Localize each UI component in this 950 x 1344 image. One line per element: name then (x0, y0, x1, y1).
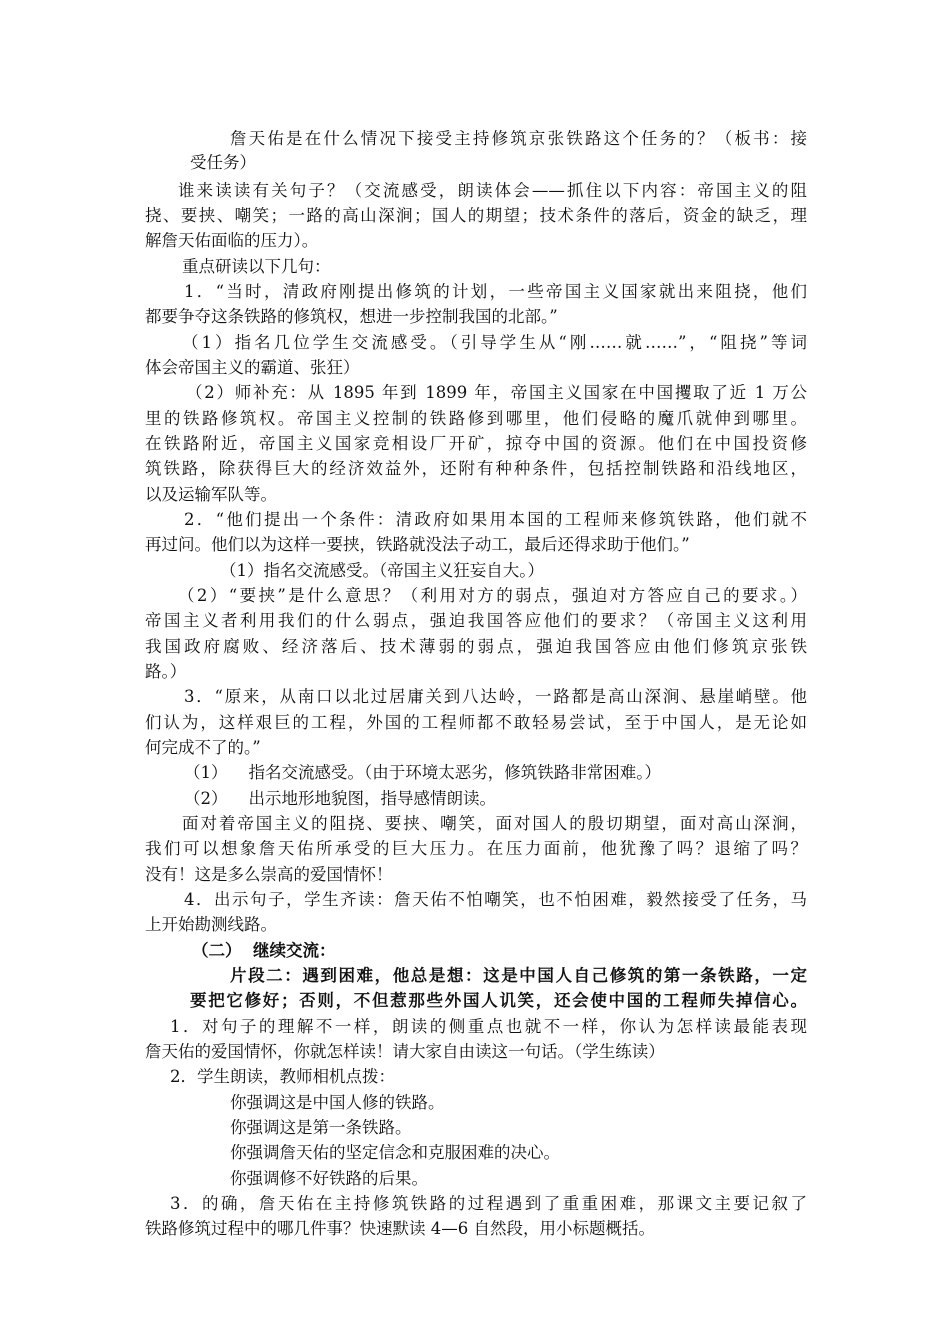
paragraph-line: 詹天佑的爱国情怀，你就怎样读！请大家自由读这一句话。（学生练读） (145, 1042, 665, 1061)
paragraph-line: 詹天佑是在什么情况下接受主持修筑京张铁路这个任务的？（板书：接 (230, 129, 807, 148)
paragraph-line: 筑铁路，除获得巨大的经济效益外，还附有种种条件，包括控制铁路和沿线地区， (145, 459, 807, 478)
excerpt-line: 片段二：遇到困难，他总是想：这是中国人自己修筑的第一条铁路，一定 (230, 966, 807, 985)
paragraph-line: 帝国主义者利用我们的什么弱点，强迫我国答应他们的要求？（帝国主义这利用 (145, 611, 807, 630)
paragraph-line: 面对着帝国主义的阻挠、要挟、嘲笑，面对国人的殷切期望，面对高山深涧， (182, 814, 807, 833)
paragraph-line: 解詹天佑面临的压力）。 (145, 231, 319, 250)
paragraph-line: 3．的确，詹天佑在主持修筑铁路的过程遇到了重重困难，那课文主要记叙了 (170, 1194, 807, 1213)
paragraph-line: 里的铁路修筑权。帝国主义控制的铁路修到哪里，他们侵略的魔爪就伸到哪里。 (145, 409, 807, 428)
paragraph-line: 我们可以想象詹天佑所承受的巨大压力。在压力面前，他犹豫了吗？退缩了吗？ (145, 839, 807, 858)
paragraph-line: 体会帝国主义的霸道、张狂） (145, 358, 360, 377)
paragraph-line: 4．出示句子，学生齐读：詹天佑不怕嘲笑，也不怕困难，毅然接受了任务，马 (184, 890, 807, 909)
paragraph-line: （1）指名几位学生交流感受。（引导学生从“刚……就……”，“阻挠”等词 (182, 333, 807, 352)
paragraph-line: （2）“要挟”是什么意思？（利用对方的弱点，强迫对方答应自己的要求。） (178, 586, 807, 605)
paragraph-line: 1．“当时，清政府刚提出修筑的计划，一些帝国主义国家就出来阻挠，他们 (184, 282, 807, 301)
paragraph-line: 受任务） (190, 153, 256, 172)
paragraph-line: 3．“原来，从南口以北过居庸关到八达岭，一路都是高山深涧、悬崖峭壁。他 (184, 687, 807, 706)
paragraph-line: 铁路修筑过程中的哪几件事？快速默读 4—6 自然段，用小标题概括。 (145, 1219, 655, 1238)
paragraph-line: 你强调这是中国人修的铁路。 (230, 1093, 445, 1112)
section-heading: （二） 继续交流： (192, 941, 336, 960)
paragraph-line: 谁来读读有关句子？（交流感受，朗读体会——抓住以下内容：帝国主义的阻 (178, 181, 807, 200)
paragraph-line: 以及运输军队等。 (145, 485, 277, 504)
paragraph-line: 再过问。他们以为这样一要挟，铁路就没法子动工，最后还得求助于他们。” (145, 535, 690, 554)
paragraph-line: 重点研读以下几句： (182, 257, 331, 276)
paragraph-line: 2．“他们提出一个条件：清政府如果用本国的工程师来修筑铁路，他们就不 (184, 510, 807, 529)
paragraph-line: 我国政府腐败、经济落后、技术薄弱的弱点，强迫我国答应由他们修筑京张铁 (145, 637, 807, 656)
paragraph-line: 何完成不了的。” (145, 738, 261, 757)
paragraph-line: 你强调修不好铁路的后果。 (230, 1169, 428, 1188)
paragraph-line: 挠、要挟、嘲笑；一路的高山深涧；国人的期望；技术条件的落后，资金的缺乏，理 (145, 206, 807, 225)
paragraph-line: （1）指名交流感受。（帝国主义狂妄自大。） (220, 561, 544, 580)
paragraph-line: 上开始勘测线路。 (145, 915, 277, 934)
paragraph-line: 2．学生朗读，教师相机点拨： (170, 1067, 395, 1086)
paragraph-line: （1） 指名交流感受。（由于环境太恶劣，修筑铁路非常困难。） (184, 763, 661, 782)
excerpt-line: 要把它修好；否则，不但惹那些外国人讥笑，还会使中国的工程师失掉信心。 (190, 991, 807, 1010)
paragraph-line: 你强调詹天佑的坚定信念和克服困难的决心。 (230, 1143, 560, 1162)
paragraph-line: 1．对句子的理解不一样，朗读的侧重点也就不一样，你认为怎样读最能表现 (170, 1017, 807, 1036)
paragraph-line: 都要争夺这条铁路的修筑权，想进一步控制我国的北部。” (145, 307, 558, 326)
paragraph-line: 没有！这是多么崇高的爱国情怀！ (145, 865, 393, 884)
paragraph-line: 们认为，这样艰巨的工程，外国的工程师都不敢轻易尝试，至于中国人，是无论如 (145, 713, 807, 732)
paragraph-line: 在铁路附近，帝国主义国家竞相设厂开矿，掠夺中国的资源。他们在中国投资修 (145, 434, 807, 453)
paragraph-line: 路。） (145, 662, 187, 681)
paragraph-line: （2）师补充：从 1895 年到 1899 年，帝国主义国家在中国攫取了近 1 万公 (186, 383, 807, 402)
paragraph-line: 你强调这是第一条铁路。 (230, 1118, 412, 1137)
paragraph-line: （2） 出示地形地貌图，指导感情朗读。 (184, 789, 496, 808)
